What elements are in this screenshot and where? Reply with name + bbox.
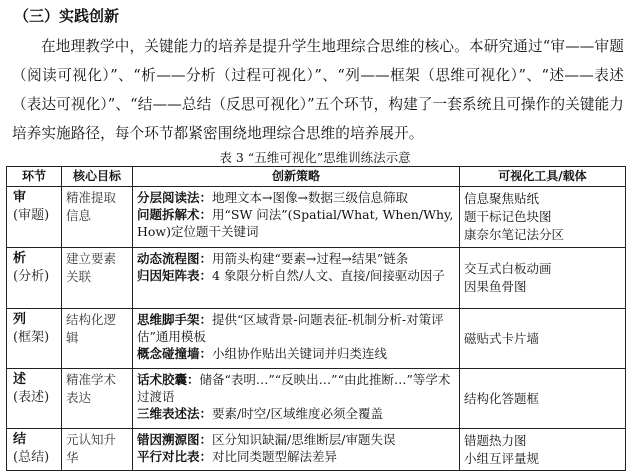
strategy-cell <box>133 309 460 369</box>
strategy-text: 要素/时空/区域维度必须全覆盖 <box>212 406 383 421</box>
table-caption: 表 3 “五维可视化”思维训练法示意 <box>219 150 411 165</box>
strategy-label: 归因矩阵表： <box>137 268 213 283</box>
tool-item: 错题热力图 <box>464 432 527 448</box>
strategy-item <box>137 311 455 345</box>
header-goal: 核心目标 <box>62 167 133 187</box>
tools-cell <box>460 248 626 309</box>
table-row <box>7 248 626 309</box>
strategy-label: 动态流程图： <box>137 251 213 266</box>
table-row <box>7 429 626 471</box>
strategy-label: 问题拆解术： <box>137 207 213 222</box>
step-cell <box>7 187 62 248</box>
tools-cell <box>460 187 626 248</box>
strategy-item <box>137 431 455 448</box>
step-note: (表述) <box>13 390 50 405</box>
table-row <box>7 187 626 248</box>
tools-cell <box>460 429 626 471</box>
section-heading: （三）实践创新 <box>14 7 120 25</box>
step-note: (总结) <box>13 450 50 465</box>
strategy-text: 4 象限分析自然/人文、直接/间接驱动因子 <box>212 268 445 283</box>
strategy-item <box>137 371 455 405</box>
step-note: (框架) <box>13 330 50 345</box>
step-name: 列 <box>13 312 27 327</box>
step-name: 审 <box>13 190 27 205</box>
step-cell <box>7 248 62 309</box>
tool-item: 因果鱼骨图 <box>464 279 527 294</box>
strategy-item <box>137 345 455 362</box>
step-cell <box>7 309 62 369</box>
goal-cell: 建立要素关联 <box>62 248 133 309</box>
tools-cell <box>460 309 626 369</box>
step-name: 析 <box>13 251 27 266</box>
tool-item: 康奈尔笔记法分区 <box>464 227 565 242</box>
strategy-cell <box>133 248 460 309</box>
strategy-text: 地理文本→图像→数据三级信息筛取 <box>212 190 408 205</box>
strategy-label: 思维脚手架： <box>137 312 213 327</box>
strategy-text: 用“SW 问法”(Spatial/What, When/Why, How)定位题干关键词 <box>137 207 454 239</box>
table-header-row <box>7 167 626 187</box>
strategy-item <box>137 405 455 422</box>
goal-cell: 精准提取信息 <box>62 187 133 248</box>
strategy-item <box>137 206 455 240</box>
strategy-text: 区分知识缺漏/思维断层/审题失误 <box>212 432 396 447</box>
strategy-item <box>137 189 455 206</box>
strategy-text: 小组协作贴出关键词并归类连线 <box>212 346 388 361</box>
goal-cell: 精准学术表达 <box>62 369 133 429</box>
tool-item: 信息聚焦贴纸 <box>464 191 540 206</box>
strategy-item <box>137 448 455 465</box>
strategy-text: 提供“区域背景-问题表征-机制分析-对策评估”通用模板 <box>137 312 444 344</box>
strategy-item <box>137 267 455 284</box>
strategy-item <box>137 250 455 267</box>
step-name: 述 <box>13 372 27 387</box>
strategy-cell <box>133 369 460 429</box>
strategy-label: 平行对比表： <box>137 449 213 464</box>
header-tools: 可视化工具/载体 <box>460 167 626 187</box>
body-paragraph: 在地理教学中，关键能力的培养是提升学生地理综合思维的核心。本研究通过“审——审题（阅读可视化）”、“析——分析（过程可视化）”、“列——框架（思维可视化）”、“述——表述（表达可视化）”、“结——总结（反思可视化）”五个环节，构建了一套系统且可操作的关键能力培养实施路径，每个环节都紧密围绕地理综合思维的培养展开。 <box>12 38 624 142</box>
step-cell <box>7 369 62 429</box>
goal-cell: 结构化逻辑 <box>62 309 133 369</box>
header-strategy: 创新策略 <box>133 167 460 187</box>
step-note: (审题) <box>13 208 50 223</box>
tools-cell <box>460 369 626 429</box>
strategy-text: 储备“表明…”“反映出…”“由此推断…”等学术过渡语 <box>137 372 451 404</box>
strategy-label: 分层阅读法： <box>137 190 213 205</box>
goal-cell: 元认知升华 <box>62 429 133 471</box>
strategy-cell <box>133 429 460 471</box>
strategy-text: 用箭头构建“要素→过程→结果”链条 <box>212 251 409 266</box>
tool-item: 交互式白板动画 <box>464 261 552 276</box>
strategy-cell <box>133 187 460 248</box>
header-step: 环节 <box>7 167 62 187</box>
step-name: 结 <box>13 432 27 447</box>
five-dimension-table <box>6 166 626 471</box>
tool-item: 结构化答题框 <box>464 390 540 406</box>
strategy-text: 对比同类题型解法差异 <box>212 449 338 464</box>
table-row <box>7 369 626 429</box>
tool-item: 题干标记色块图 <box>464 209 552 224</box>
step-cell <box>7 429 62 471</box>
table-row <box>7 309 626 369</box>
step-note: (分析) <box>13 269 50 284</box>
strategy-label: 概念碰撞墙： <box>137 346 213 361</box>
tool-item: 小组互评量规 <box>464 450 540 466</box>
strategy-label: 话术胶囊： <box>137 372 200 387</box>
strategy-label: 三维表述法： <box>137 406 213 421</box>
tool-item: 磁贴式卡片墙 <box>464 330 540 346</box>
strategy-label: 错因溯源图： <box>137 432 213 447</box>
